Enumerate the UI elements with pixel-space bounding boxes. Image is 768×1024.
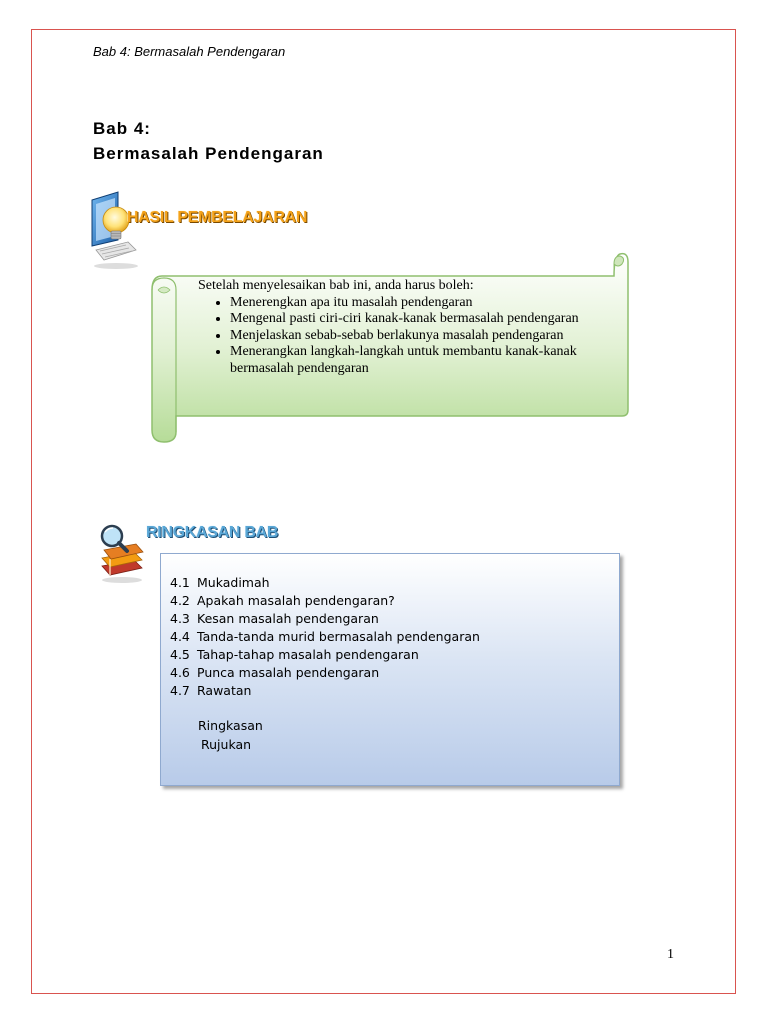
section-number: 4.7 [170,683,190,698]
chapter-title [93,116,324,166]
section-number: 4.2 [170,593,190,608]
section-number: 4.4 [170,629,190,644]
hasil-pembelajaran-banner: HASIL PEMBELAJARAN [127,209,308,226]
list-item: • Menerangkan langkah-langkah untuk membantu kanak-kanak bermasalah pendengaran [230,344,608,377]
section-title: Rawatan [197,683,252,698]
chapter-title-line1: Bab 4: [93,119,151,138]
list-item: • Mengenal pasti ciri-ciri kanak-kanak bermasalah pendengaran [230,311,608,328]
list-item [170,628,480,646]
lightbulb-monitor-icon [86,190,146,270]
learning-outcomes-list [198,295,608,378]
page-border [31,29,736,994]
list-item [170,592,480,610]
section-title: Punca masalah pendengaran [197,665,380,680]
list-item [170,610,480,628]
section-number: 4.5 [170,647,190,662]
list-item: • Menerengkan apa itu masalah pendengaran [230,295,608,312]
rujukan-entry: Rujukan [201,737,252,752]
list-item: • Menjelaskan sebab-sebab berlakunya masalah pendengaran [230,328,608,345]
section-title: Kesan masalah pendengaran [197,611,379,626]
running-header: Bab 4: Bermasalah Pendengaran [93,44,286,59]
section-title: Mukadimah [197,575,270,590]
section-title: Apakah masalah pendengaran? [197,593,395,608]
learning-outcomes-intro: Setelah menyelesaikan bab ini, anda harus boleh: [198,278,474,293]
section-number: 4.3 [170,611,190,626]
chapter-extras [198,716,263,754]
ringkasan-bab-banner: RINGKASAN BAB [146,524,279,541]
section-number: 4.1 [170,575,190,590]
books-magnifier-icon [96,520,148,584]
list-item [170,664,480,682]
section-title: Tanda-tanda murid bermasalah pendengaran [197,629,480,644]
chapter-title-line2: Bermasalah Pendengaran [93,144,324,163]
ringkasan-entry: Ringkasan [198,718,263,733]
list-item [170,682,480,700]
chapter-contents-list [170,574,480,700]
section-title: Tahap-tahap masalah pendengaran [197,647,419,662]
list-item [170,646,480,664]
list-item [170,574,480,592]
section-number: 4.6 [170,665,190,680]
page-number: 1 [667,947,674,962]
learning-outcomes [198,278,608,377]
